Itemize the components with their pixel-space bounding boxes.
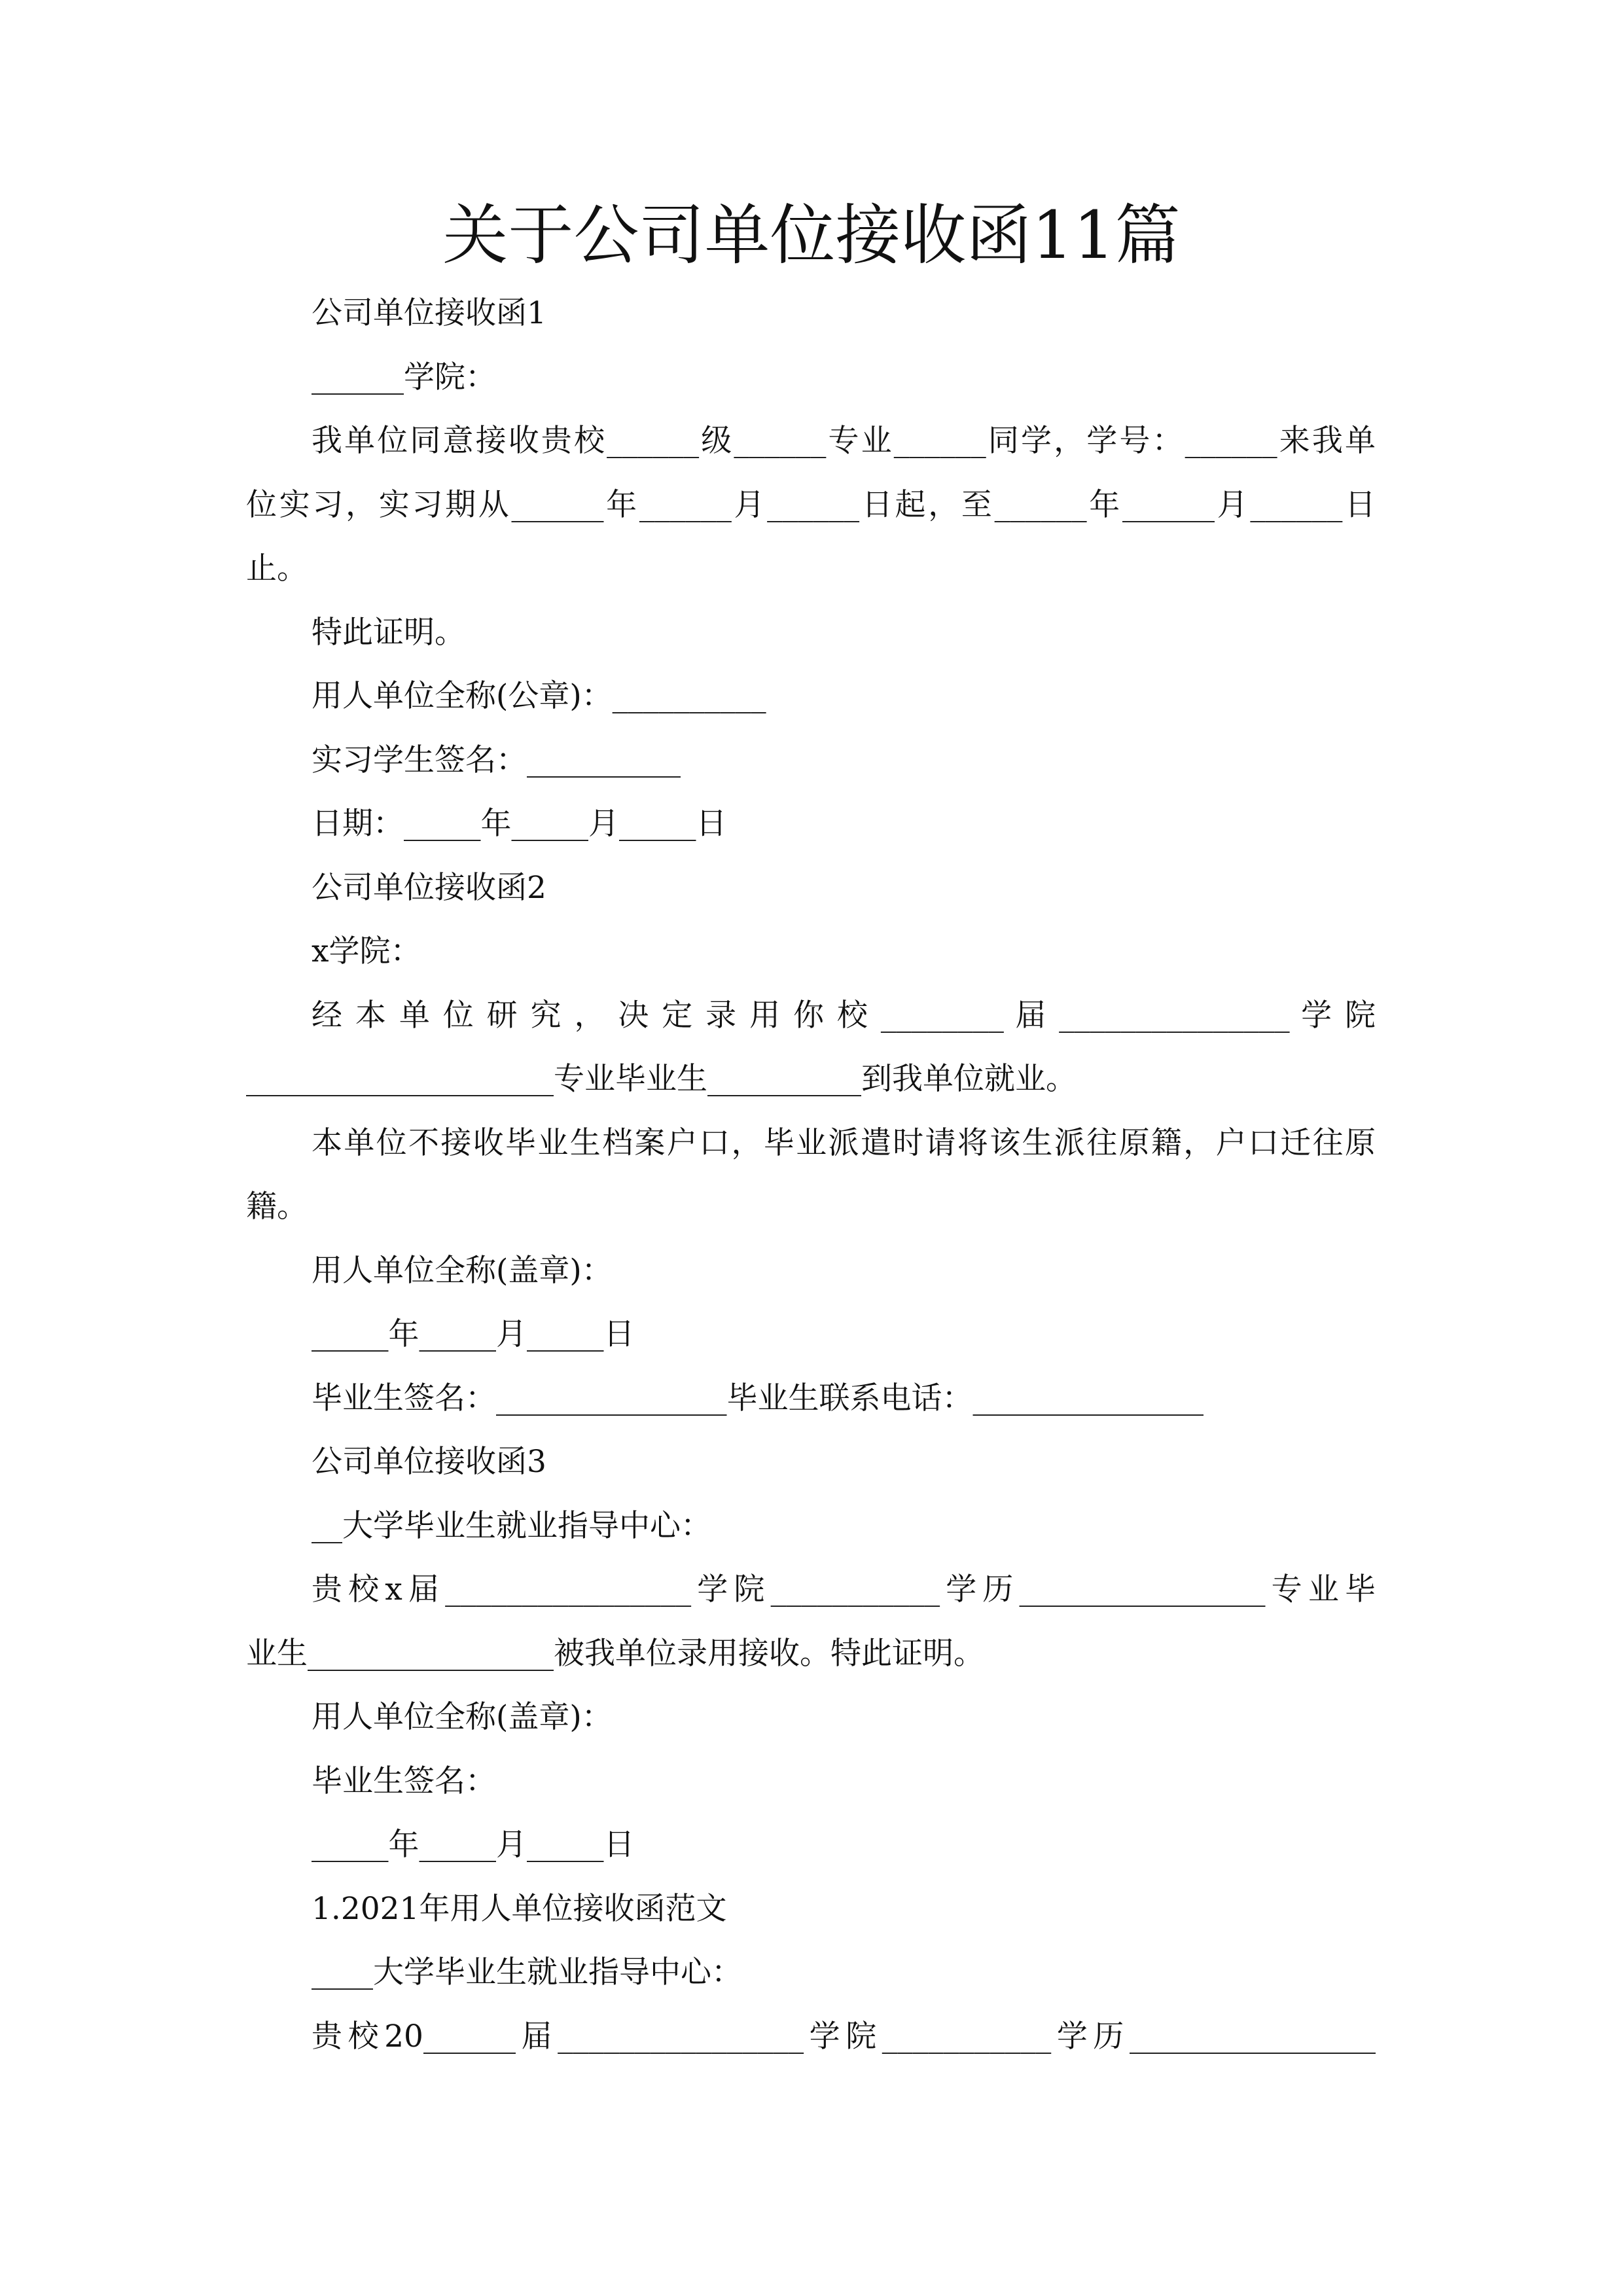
paragraph-line: _____年_____月_____日 [312,1827,635,1863]
document-title: 关于公司单位接收函11篇 [442,197,1181,274]
paragraph-line: 我单位同意接收贵校______级______专业______同学，学号：______来我单 [312,423,1376,459]
paragraph-line: 用人单位全称(盖章)： [312,1699,613,1735]
paragraph-line: 用人单位全称(盖章)： [312,1252,613,1289]
paragraph-line: 止。 [246,550,308,586]
paragraph-line: 实习学生签名：__________ [312,742,681,778]
paragraph-line: _____年_____月_____日 [312,1316,635,1352]
paragraph-line: __大学毕业生就业指导中心： [312,1507,711,1544]
paragraph-line: 1.2021年用人单位接收函范文 [312,1890,727,1927]
paragraph-line: x学院： [312,933,421,969]
paragraph-line: 日期：_____年_____月_____日 [312,806,727,842]
paragraph-line: 毕业生签名：_______________毕业生联系电话：_______________ [312,1380,1204,1416]
paragraph-line: 业生________________被我单位录用接收。特此证明。 [246,1635,984,1672]
paragraph-line: 公司单位接收函2 [312,869,546,906]
paragraph-line: 位实习，实习期从______年______月______日起，至______年______月______日 [246,486,1376,523]
paragraph-line: 公司单位接收函1 [312,295,546,331]
paragraph-line: 特此证明。 [312,614,465,651]
paragraph-line: 籍。 [246,1189,308,1225]
paragraph-line: 用人单位全称(公章)：__________ [312,678,766,714]
paragraph-line: ____________________专业毕业生__________到我单位就业。 [246,1061,1077,1097]
paragraph-line: 贵校20______届________________学院___________学历________________ [312,2018,1376,2054]
paragraph-line: 毕业生签名： [312,1763,496,1799]
document-body [246,281,1376,2068]
paragraph-line: ____大学毕业生就业指导中心： [312,1954,742,1990]
paragraph-line: 本单位不接收毕业生档案户口，毕业派遣时请将该生派往原籍，户口迁往原 [312,1124,1376,1161]
paragraph-line: ______学院： [312,359,496,395]
paragraph-line: 公司单位接收函3 [312,1444,546,1480]
paragraph-line: 贵校x届________________学院___________学历________________专业毕 [312,1571,1376,1607]
paragraph-line: 经 本 单 位 研 究 ， 决 定 录 用 你 校 ________ 届 _______________ 学 院 [312,997,1376,1033]
